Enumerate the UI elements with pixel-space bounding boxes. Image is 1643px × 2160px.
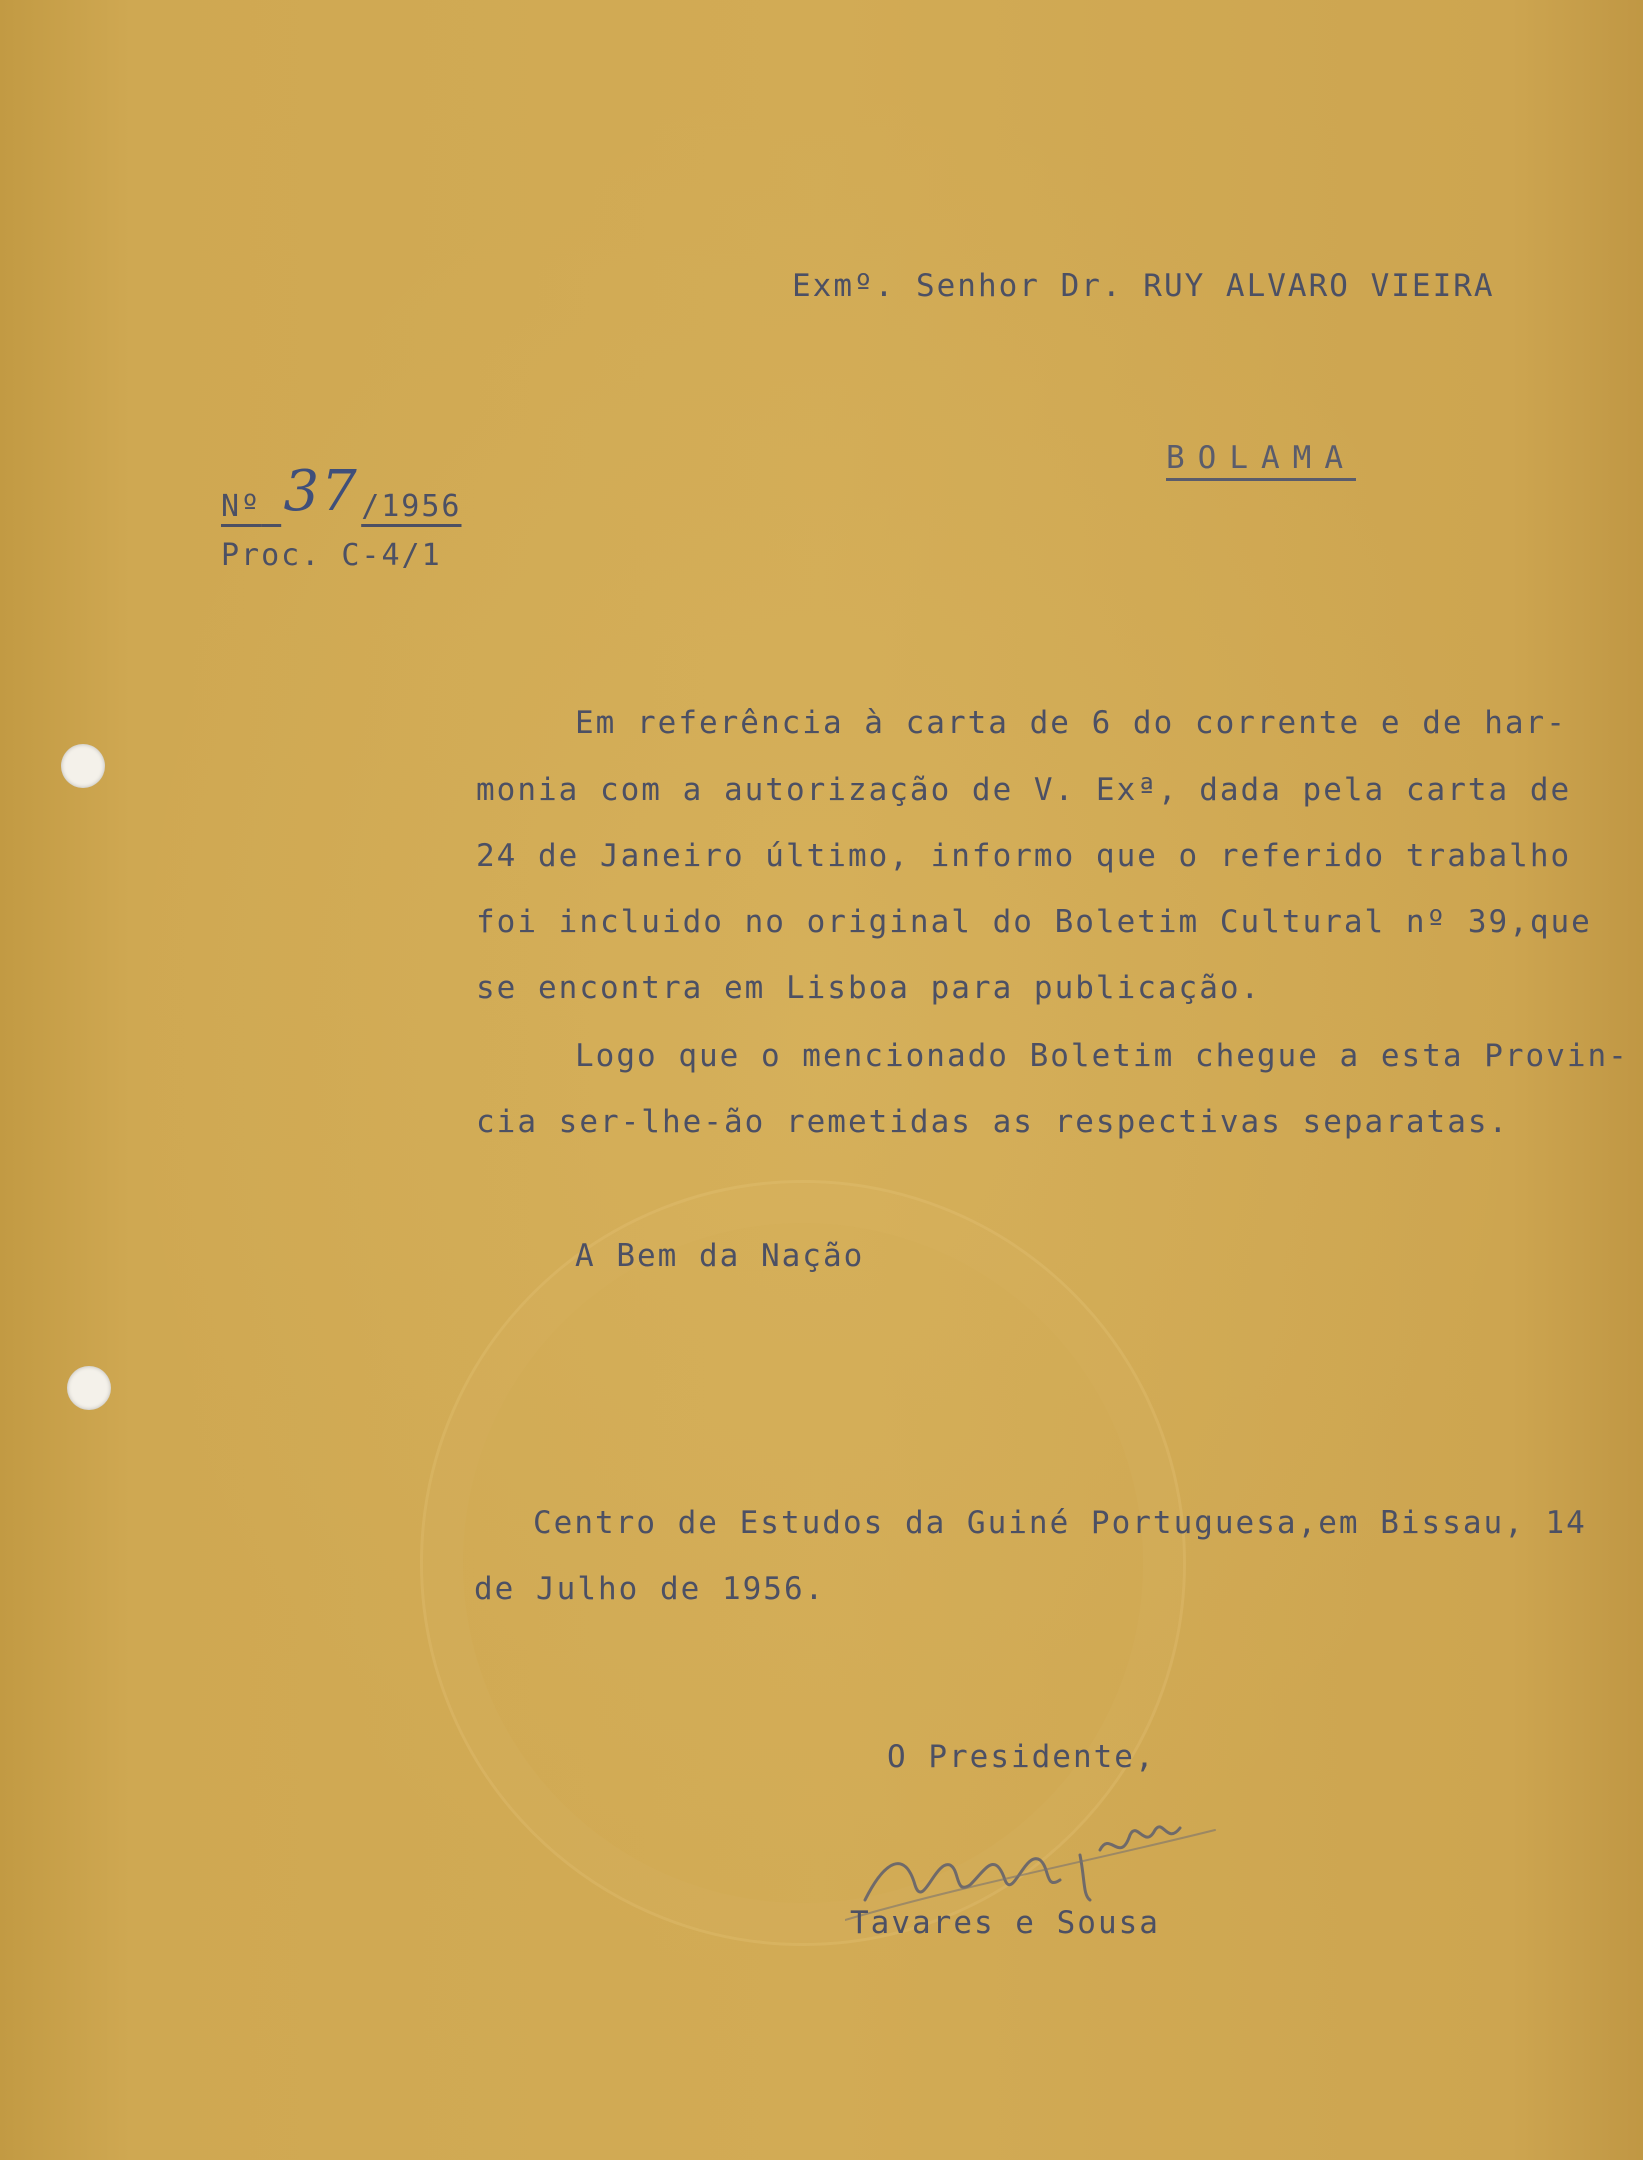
addressee-line: Exmº. Senhor Dr. RUY ALVARO VIEIRA bbox=[792, 268, 1495, 304]
body-line-5: se encontra em Lisboa para publicação. bbox=[476, 970, 1262, 1006]
punch-hole-top bbox=[61, 744, 105, 788]
place-date-line-2: de Julho de 1956. bbox=[474, 1571, 826, 1607]
body-line-4: foi incluido no original do Boletim Cultural nº 39,que bbox=[476, 904, 1592, 940]
body-line-7: cia ser-lhe-ão remetidas as respectivas separatas. bbox=[476, 1104, 1510, 1140]
signer-name: Tavares e Sousa bbox=[850, 1905, 1160, 1941]
reference-prefix: Nº bbox=[221, 489, 262, 524]
body-line-2: monia com a autorização de V. Exª, dada pela carta de bbox=[476, 772, 1572, 808]
reference-year: /1956 bbox=[361, 489, 462, 524]
signer-title: O Presidente, bbox=[887, 1739, 1156, 1775]
process-reference: Proc. C-4/1 bbox=[221, 538, 442, 573]
closing-salutation: A Bem da Nação bbox=[575, 1238, 865, 1274]
place-date-line-1: Centro de Estudos da Guiné Portuguesa,em Bissau, 14 bbox=[533, 1505, 1587, 1541]
punch-hole-bottom bbox=[67, 1366, 111, 1410]
body-line-3: 24 de Janeiro último, informo que o referido trabalho bbox=[476, 838, 1572, 874]
reference-number bbox=[221, 459, 462, 530]
addressee-city: BOLAMA bbox=[1166, 440, 1356, 476]
body-line-6: Logo que o mencionado Boletim chegue a esta Provin- bbox=[575, 1038, 1629, 1074]
reference-handwritten-number: 37 bbox=[283, 459, 359, 524]
body-line-1: Em referência à carta de 6 do corrente e de har- bbox=[575, 705, 1567, 741]
